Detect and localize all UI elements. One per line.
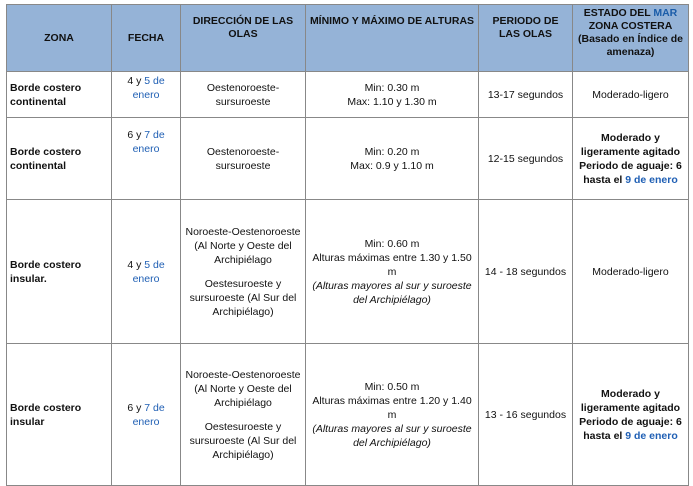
cell-estado: Moderado-ligero — [573, 200, 689, 344]
cell-fecha: 6 y 7 de enero — [112, 118, 181, 200]
cell-estado: Moderado-ligero — [573, 72, 689, 118]
cell-periodo: 12-15 segundos — [479, 118, 573, 200]
header-estado: ESTADO DEL MAR ZONA COSTERA (Basado en Índice de amenaza) — [573, 5, 689, 72]
cell-estado: Moderado y ligeramente agitado Periodo de aguaje: 6 hasta el 9 de enero — [573, 118, 689, 200]
cell-periodo: 13-17 segundos — [479, 72, 573, 118]
header-row — [7, 5, 689, 72]
cell-fecha: 4 y 5 de enero — [112, 72, 181, 118]
fecha-link[interactable]: 7 de enero — [132, 129, 165, 155]
header-estado-mar: MAR — [653, 7, 678, 19]
header-alturas: MÍNIMO Y MÁXIMO DE ALTURAS — [306, 5, 479, 72]
cell-zona: Borde costero insular — [7, 344, 112, 486]
cell-fecha: 6 y 7 de enero — [112, 344, 181, 486]
header-direccion: DIRECCIÓN DE LAS OLAS — [181, 5, 306, 72]
estado-link[interactable]: 9 de enero — [625, 429, 678, 442]
cell-fecha: 4 y 5 de enero — [112, 200, 181, 344]
table-row — [7, 72, 689, 118]
table-row — [7, 200, 689, 344]
cell-zona: Borde costero continental — [7, 118, 112, 200]
cell-direccion: Oestenoroeste- sursuroeste — [181, 118, 306, 200]
wave-forecast-table-wrapper — [6, 4, 689, 486]
cell-alturas: Min: 0.50 m Alturas máximas entre 1.20 y 1.40 m (Alturas mayores al sur y suroeste del Archipiélago) — [306, 344, 479, 486]
cell-periodo: 14 - 18 segundos — [479, 200, 573, 344]
cell-direccion: Noroeste-Oestenoroeste (Al Norte y Oeste del Archipiélago Oestesuroeste y sursuroeste (Al Sur del Archipiélago) — [181, 200, 306, 344]
cell-direccion: Oestenoroeste- sursuroeste — [181, 72, 306, 118]
cell-zona: Borde costero continental — [7, 72, 112, 118]
header-fecha: FECHA — [112, 5, 181, 72]
header-periodo: PERIODO DE LAS OLAS — [479, 5, 573, 72]
cell-estado: Moderado y ligeramente agitado Periodo de aguaje: 6 hasta el 9 de enero — [573, 344, 689, 486]
cell-zona: Borde costero insular. — [7, 200, 112, 344]
cell-direccion: Noroeste-Oestenoroeste (Al Norte y Oeste del Archipiélago Oestesuroeste y sursuroeste (Al Sur del Archipiélago) — [181, 344, 306, 486]
table-row — [7, 118, 689, 200]
fecha-link[interactable]: 5 de enero — [132, 258, 165, 285]
table-row — [7, 344, 689, 486]
header-zona: ZONA — [7, 5, 112, 72]
fecha-link[interactable]: 7 de enero — [132, 401, 165, 428]
cell-alturas: Min: 0.20 m Max: 0.9 y 1.10 m — [306, 118, 479, 200]
wave-forecast-table — [6, 4, 689, 486]
estado-link[interactable]: 9 de enero — [625, 173, 678, 186]
cell-alturas: Min: 0.30 m Max: 1.10 y 1.30 m — [306, 72, 479, 118]
fecha-link[interactable]: 5 de enero — [132, 75, 165, 101]
cell-periodo: 13 - 16 segundos — [479, 344, 573, 486]
cell-alturas: Min: 0.60 m Alturas máximas entre 1.30 y 1.50 m (Alturas mayores al sur y suroeste del Archipiélago) — [306, 200, 479, 344]
